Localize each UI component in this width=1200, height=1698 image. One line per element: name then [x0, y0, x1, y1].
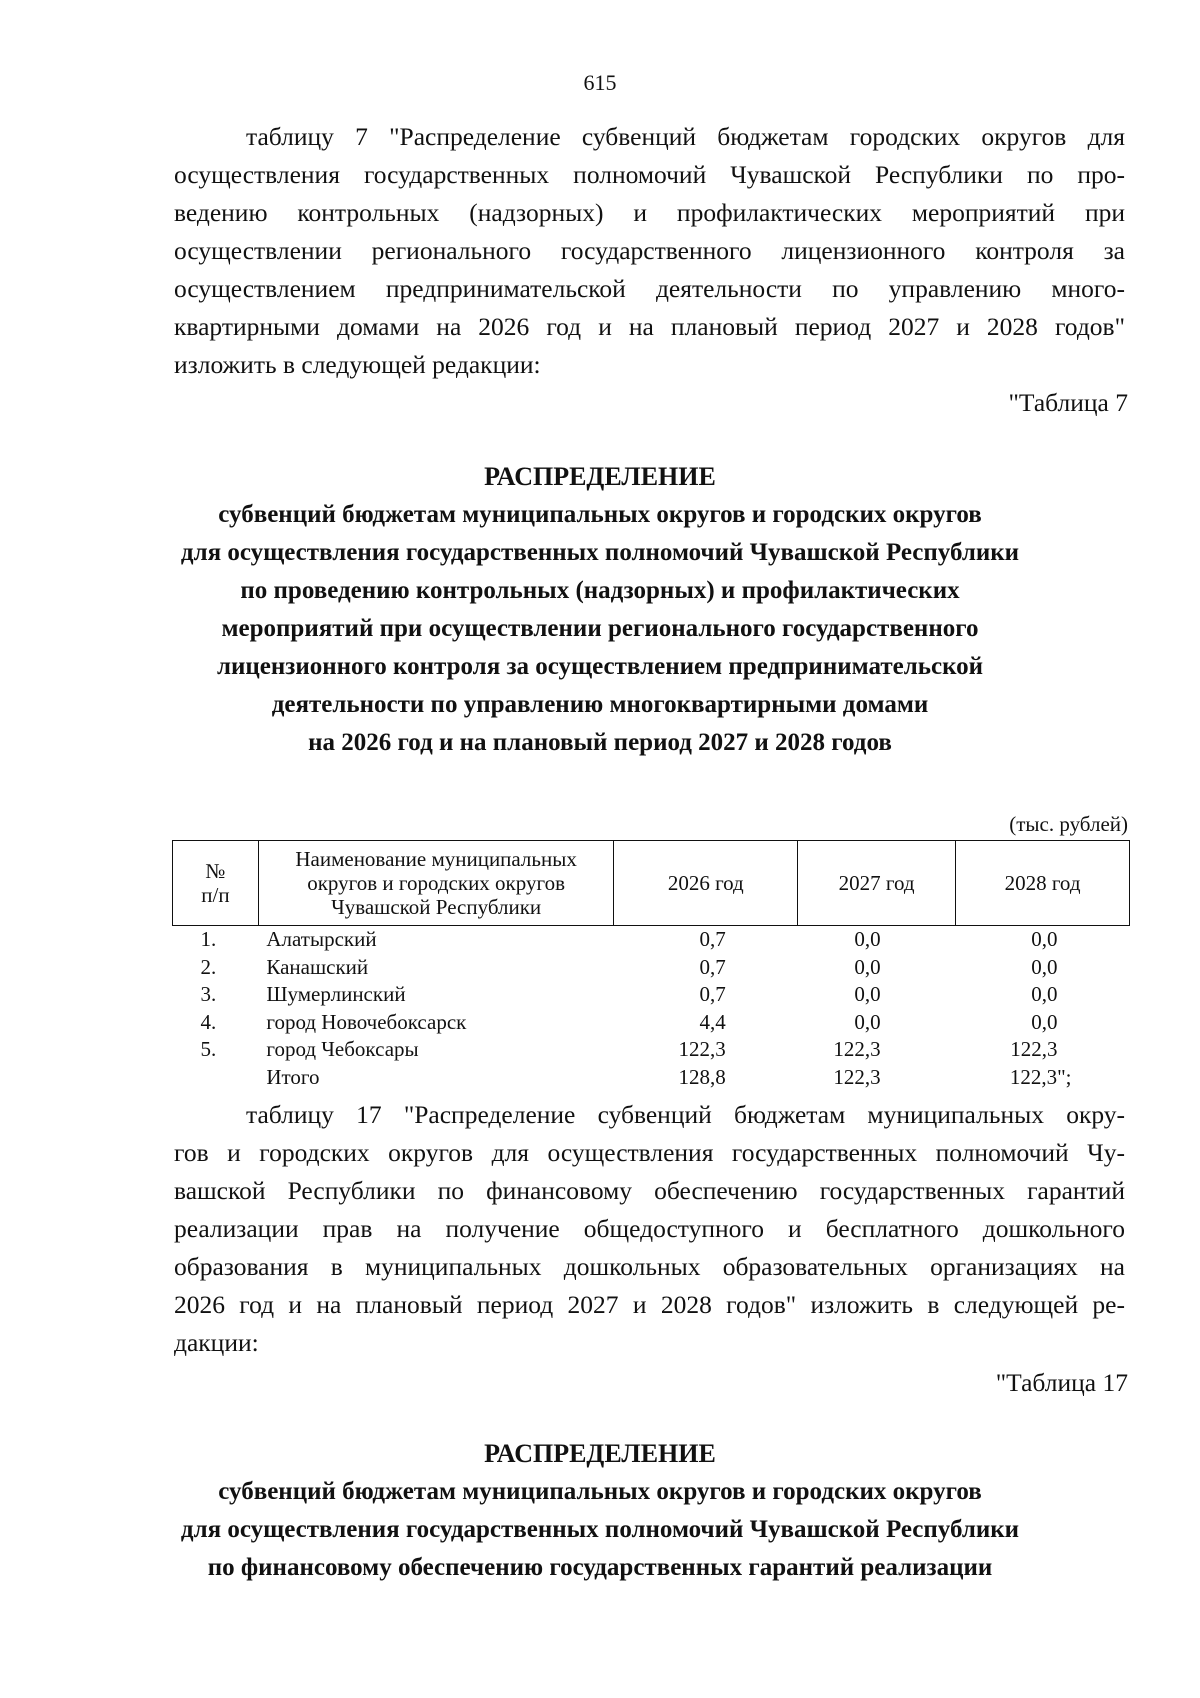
row-num: 4. [200, 1009, 217, 1034]
intro-line: осуществлением предпринимательской деятельности по управлению много- [174, 274, 1125, 303]
second-line: вашской Республики по финансовому обеспечению государственных гарантий [174, 1176, 1125, 1205]
row-2028: 0,0 [1031, 927, 1058, 952]
table7-heading-line: по проведению контрольных (надзорных) и профилактических [240, 577, 960, 604]
second-line: реализации прав на получение общедоступного и бесплатного дошкольного [174, 1214, 1125, 1243]
row-2027: 122,3 [833, 1064, 881, 1089]
second-line: дакции: [174, 1328, 259, 1357]
second-line: 2026 год и на плановый период 2027 и 2028 годов" изложить в следующей ре- [174, 1290, 1125, 1319]
header-num-line: п/п [201, 883, 230, 907]
intro-paragraph [174, 118, 1125, 384]
table-header-row [173, 841, 1130, 926]
header-2026: 2026 год [614, 841, 798, 926]
row-2026: 0,7 [699, 927, 726, 952]
row-name: город Чебоксары [266, 1037, 419, 1062]
row-2026: 122,3 [678, 1037, 726, 1062]
table7-heading-line: лицензионного контроля за осуществлением предпринимательской [216, 653, 984, 680]
table17-reference: "Таблица 17 [995, 1368, 1128, 1397]
intro-line: осуществления государственных полномочий Чувашской Республики по про- [174, 160, 1125, 189]
units-label: (тыс. рублей) [1009, 812, 1128, 836]
row-2028: 0,0 [1031, 954, 1058, 979]
row-2026: 0,7 [699, 954, 726, 979]
row-2028: 122,3"; [1009, 1064, 1072, 1089]
header-num [173, 841, 259, 926]
table-row [173, 981, 1130, 1009]
table7-reference: "Таблица 7 [1008, 388, 1128, 417]
intro-line: осуществлении регионального государственного лицензионного контроля за [174, 236, 1125, 265]
header-name-line: Чувашской Республики [331, 895, 542, 919]
table-row [173, 954, 1130, 982]
row-2026: 4,4 [699, 1009, 726, 1034]
second-line: таблицу 17 "Распределение субвенций бюджетам муниципальных окру- [246, 1100, 1125, 1129]
table17-heading-line: для осуществления государственных полномочий Чувашской Республики [180, 1516, 1020, 1543]
row-2028: 0,0 [1031, 1009, 1058, 1034]
table7-heading-line: мероприятий при осуществлении регионального государственного [221, 615, 979, 642]
page-number: 615 [583, 70, 617, 95]
row-2027: 122,3 [833, 1037, 881, 1062]
row-num: 2. [200, 954, 217, 979]
table7-heading-line: субвенций бюджетам муниципальных округов и городских округов [218, 501, 982, 528]
second-paragraph [174, 1096, 1125, 1362]
row-2026: 0,7 [699, 982, 726, 1007]
table7 [172, 840, 1130, 1091]
second-line: образования в муниципальных дошкольных образовательных организациях на [174, 1252, 1125, 1281]
intro-line: изложить в следующей редакции: [174, 350, 541, 379]
intro-line: квартирными домами на 2026 год и на плановый период 2027 и 2028 годов" [174, 312, 1125, 341]
table17-heading-title: РАСПРЕДЕЛЕНИЕ [484, 1439, 716, 1468]
row-2027: 0,0 [854, 927, 881, 952]
row-num: 5. [200, 1037, 217, 1062]
header-2027: 2027 год [798, 841, 956, 926]
table-total-row [173, 1064, 1130, 1092]
table7-heading-line: деятельности по управлению многоквартирными домами [271, 691, 929, 718]
header-name-line: Наименование муниципальных [295, 847, 577, 871]
table17-heading-line: по финансовому обеспечению государственных гарантий реализации [207, 1554, 993, 1581]
table17-heading-line: субвенций бюджетам муниципальных округов и городских округов [218, 1478, 982, 1505]
table7-heading [0, 458, 1200, 762]
header-name [258, 841, 614, 926]
table17-heading [0, 1435, 1200, 1587]
table-row [173, 1036, 1130, 1064]
header-name-line: округов и городских округов [307, 871, 565, 895]
second-line: гов и городских округов для осуществления государственных полномочий Чу- [174, 1138, 1125, 1167]
row-2028: 0,0 [1031, 982, 1058, 1007]
row-name: город Новочебоксарск [266, 1009, 467, 1034]
row-num: 1. [200, 927, 217, 952]
table-row [173, 926, 1130, 954]
intro-line: ведению контрольных (надзорных) и профилактических мероприятий при [174, 198, 1125, 227]
table-row [173, 1009, 1130, 1037]
row-name: Шумерлинский [266, 982, 406, 1007]
row-2027: 0,0 [854, 982, 881, 1007]
row-2027: 0,0 [854, 1009, 881, 1034]
row-name: Итого [266, 1064, 320, 1089]
row-name: Канашский [266, 954, 369, 979]
row-num: 3. [200, 982, 217, 1007]
table7-heading-title: РАСПРЕДЕЛЕНИЕ [484, 462, 716, 491]
row-2026: 128,8 [678, 1064, 726, 1089]
intro-line: таблицу 7 "Распределение субвенций бюджетам городских округов для [246, 122, 1125, 151]
header-2028: 2028 год [956, 841, 1130, 926]
row-2028: 122,3 [1010, 1037, 1058, 1062]
table7-heading-line: для осуществления государственных полномочий Чувашской Республики [180, 539, 1020, 566]
row-2027: 0,0 [854, 954, 881, 979]
row-num [173, 1064, 259, 1092]
table7-heading-line: на 2026 год и на плановый период 2027 и 2028 годов [308, 729, 892, 756]
row-name: Алатырский [266, 927, 377, 952]
header-num-line: № [205, 859, 226, 883]
